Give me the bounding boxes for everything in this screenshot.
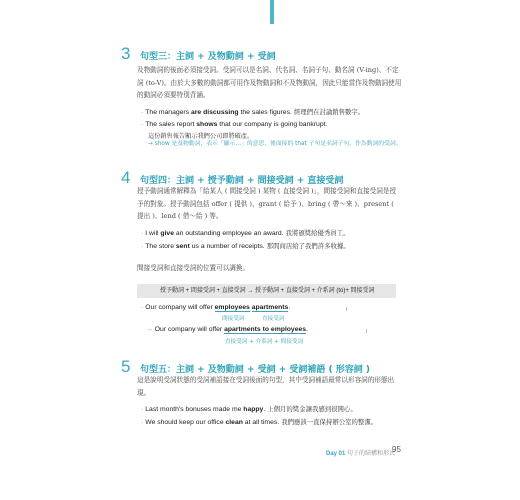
- example-sentence: · I will give an outstanding employee an award. 我將頒獎給優秀員工。: [141, 229, 350, 237]
- example-sentence: · Last month's bonuses made me happy. 上個月的獎金讓我感到很開心。: [141, 405, 357, 413]
- example-sentence: · Our company will offer employees apartments.: [141, 304, 291, 311]
- section-paragraph: 這是說明受詞狀態的受詞補語接在受詞後面的句型，其中受詞補語最常以形容詞的形態出現。: [137, 376, 395, 397]
- section-number: 4: [121, 168, 131, 187]
- top-accent-line: [270, 0, 274, 24]
- footer-day: Day 01: [326, 451, 346, 457]
- example-sentence: · The sales report shows that our company is going bankrupt.: [141, 121, 328, 128]
- page-footer: [326, 448, 395, 457]
- section-title: 句型四：主詞 + 授予動詞 + 間接受詞 + 直接受詞: [140, 176, 344, 186]
- label-direct-prep-indirect: 直接受詞 + 介系詞 + 間接受詞: [225, 339, 304, 345]
- section-paragraph: 及物動詞的後面必須接受詞。受詞可以是名詞、代名詞、名詞子句、動名詞 (V-ing)、不定詞 (to-V)。由於大多數的動詞都可用作及物動詞和不及物動詞，因此只能當作及物動詞使用的動詞必須要特別背誦。: [137, 66, 402, 99]
- footer-title: 句子的結構和形式: [347, 451, 396, 457]
- example-sentence: · We should keep our office clean at all times. 我們應該一直保持辦公室的整潔。: [141, 418, 378, 426]
- section-title: 句型五：主詞 + 及物動詞 + 受詞 + 受詞補語 ( 形容詞 ): [140, 365, 371, 375]
- section-title: 句型三：主詞 + 及物動詞 + 受詞: [140, 52, 276, 62]
- grammar-note: → show 是及物動詞，表示「顯示…」的意思，後面接的 that 子句是名詞子句，作為動詞的受詞。: [148, 141, 402, 147]
- label-indirect-object: 間接受詞: [222, 316, 245, 322]
- page-number: 95: [392, 445, 401, 454]
- label-direct-object: 直接受詞: [262, 316, 285, 322]
- rule-box: 授予動詞 + 間接受詞 + 直接受詞 → 授予動詞 + 直接受詞 + 介系詞 (to)+ 間接受詞: [137, 284, 396, 298]
- section-number: 5: [121, 357, 131, 376]
- example-sentence: · The managers are discussing the sales figures. 經理們在討論銷售數字。: [141, 108, 365, 116]
- section-paragraph: 間接受詞和直接受詞的位置可以調換。: [137, 264, 250, 272]
- section-paragraph: 授予動詞通常解釋為「給某人 ( 間接受詞 ) 某物 ( 直接受詞 )」，間接受詞和直接受詞是授予的對象。授予動詞包括 offer ( 提供 )、grant ( 給予 )、bring ( 帶～來 )、present ( 提出 )、lend ( 借～給 ) 等。: [137, 187, 397, 220]
- example-translation: 這份銷售報告顯示我們公司即將破產。: [148, 133, 254, 140]
- tick-mark: [346, 307, 347, 311]
- example-sentence: · The store sent us a number of receipts. 那間商店給了我們許多收據。: [141, 242, 350, 250]
- example-sentence: → Our company will offer apartments to employees.: [146, 326, 308, 333]
- tick-mark: [366, 329, 367, 333]
- section-number: 3: [121, 44, 131, 63]
